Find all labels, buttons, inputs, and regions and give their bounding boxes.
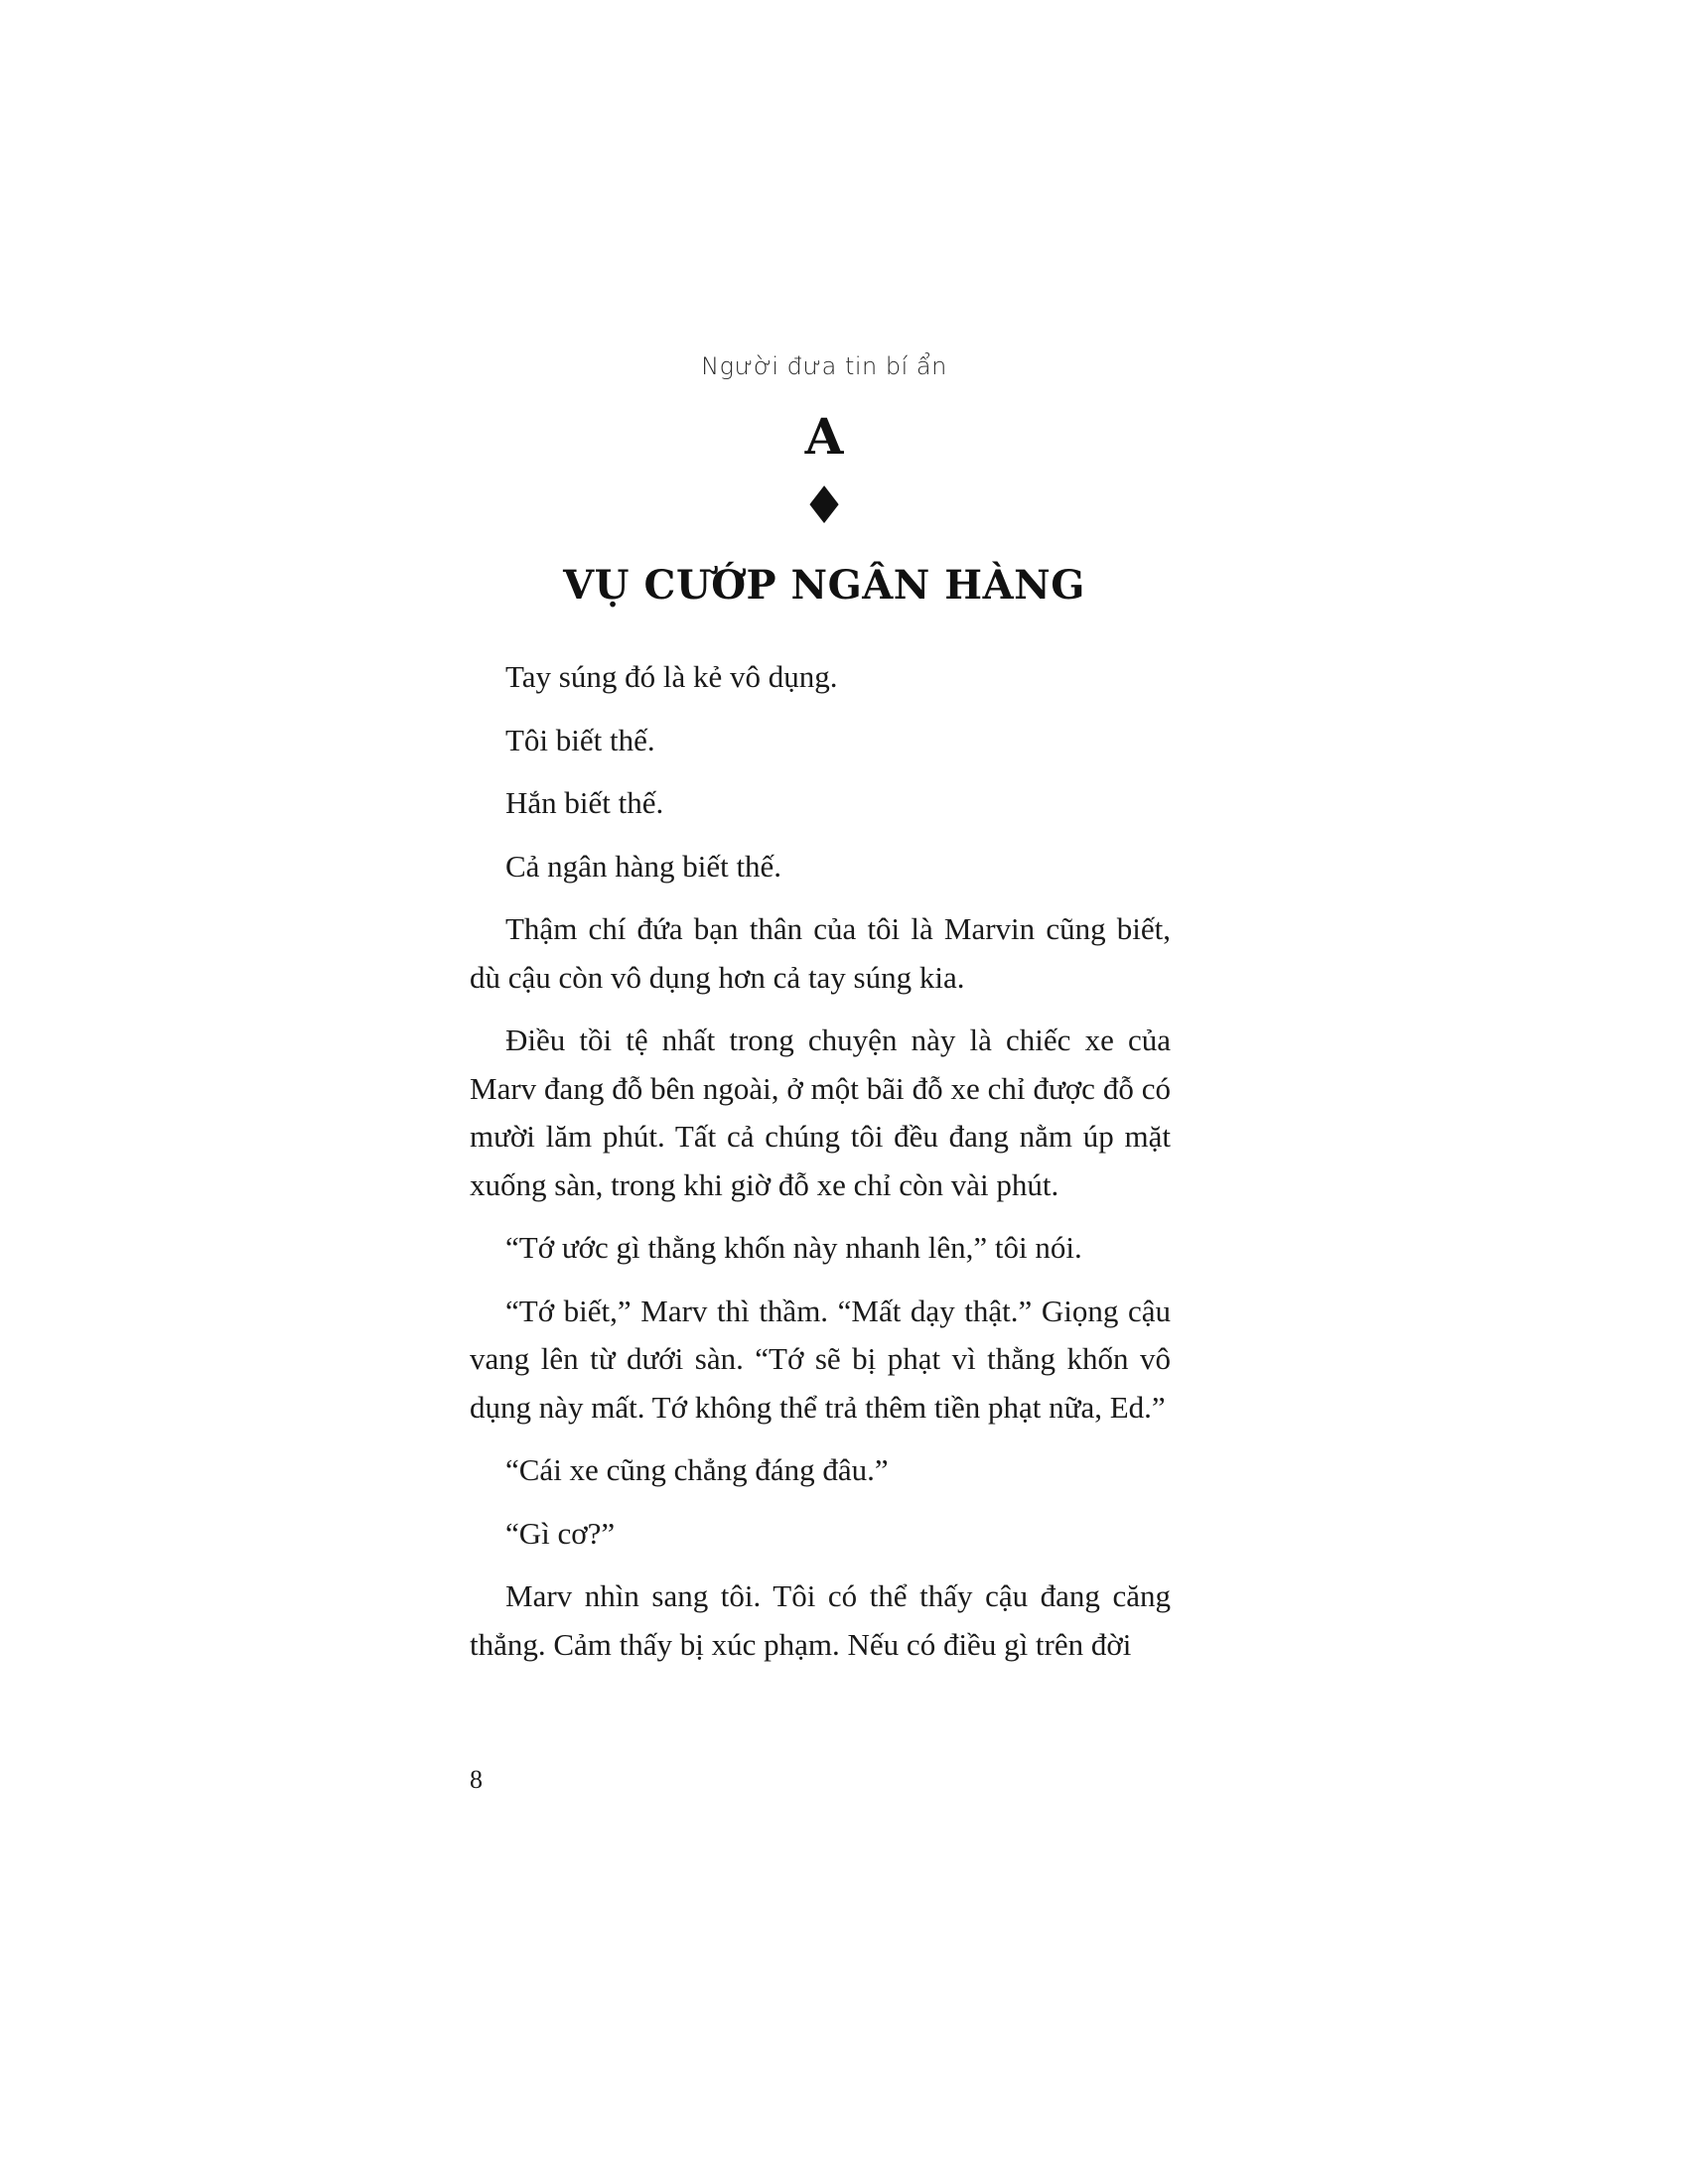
diamond-ornament-icon: ♦ xyxy=(800,477,848,536)
page-number: 8 xyxy=(470,1765,483,1794)
paragraph: Tôi biết thế. xyxy=(505,722,655,757)
paragraph: Hắn biết thế. xyxy=(505,785,664,820)
body-text xyxy=(470,653,1171,1684)
chapter-title: VỤ CƯỚP NGÂN HÀNG xyxy=(563,562,1085,609)
paragraph: Marv nhìn sang tôi. Tôi có thể thấy cậu đang căng thẳng. Cảm thấy bị xúc phạm. Nếu có điều gì trên đời xyxy=(470,1578,1171,1662)
paragraph: Tay súng đó là kẻ vô dụng. xyxy=(505,659,838,694)
paragraph: “Gì cơ?” xyxy=(505,1515,616,1551)
paragraph: Thậm chí đứa bạn thân của tôi là Marvin cũng biết, dù cậu còn vô dụng hơn cả tay súng kia. xyxy=(470,911,1171,995)
chapter-letter: A xyxy=(804,407,844,466)
paragraph: “Tớ ước gì thằng khốn này nhanh lên,” tôi nói. xyxy=(505,1230,1082,1265)
paragraph: Cả ngân hàng biết thế. xyxy=(505,848,782,884)
paragraph: “Tớ biết,” Marv thì thầm. “Mất dạy thật.” Giọng cậu vang lên từ dưới sàn. “Tớ sẽ bị phạt vì thằng khốn vô dụng này mất. Tớ không thể trả thêm tiền phạt nữa, Ed.” xyxy=(470,1293,1171,1425)
paragraph: “Cái xe cũng chẳng đáng đâu.” xyxy=(505,1452,889,1487)
running-header: Người đưa tin bí ẩn xyxy=(701,352,947,380)
paragraph: Điều tồi tệ nhất trong chuyện này là chiếc xe của Marv đang đỗ bên ngoài, ở một bãi đỗ xe chỉ được đỗ có mười lăm phút. Tất cả chúng tôi đều đang nằm úp mặt xuống sàn, trong khi giờ đỗ xe chỉ còn vài phút. xyxy=(470,1023,1171,1202)
